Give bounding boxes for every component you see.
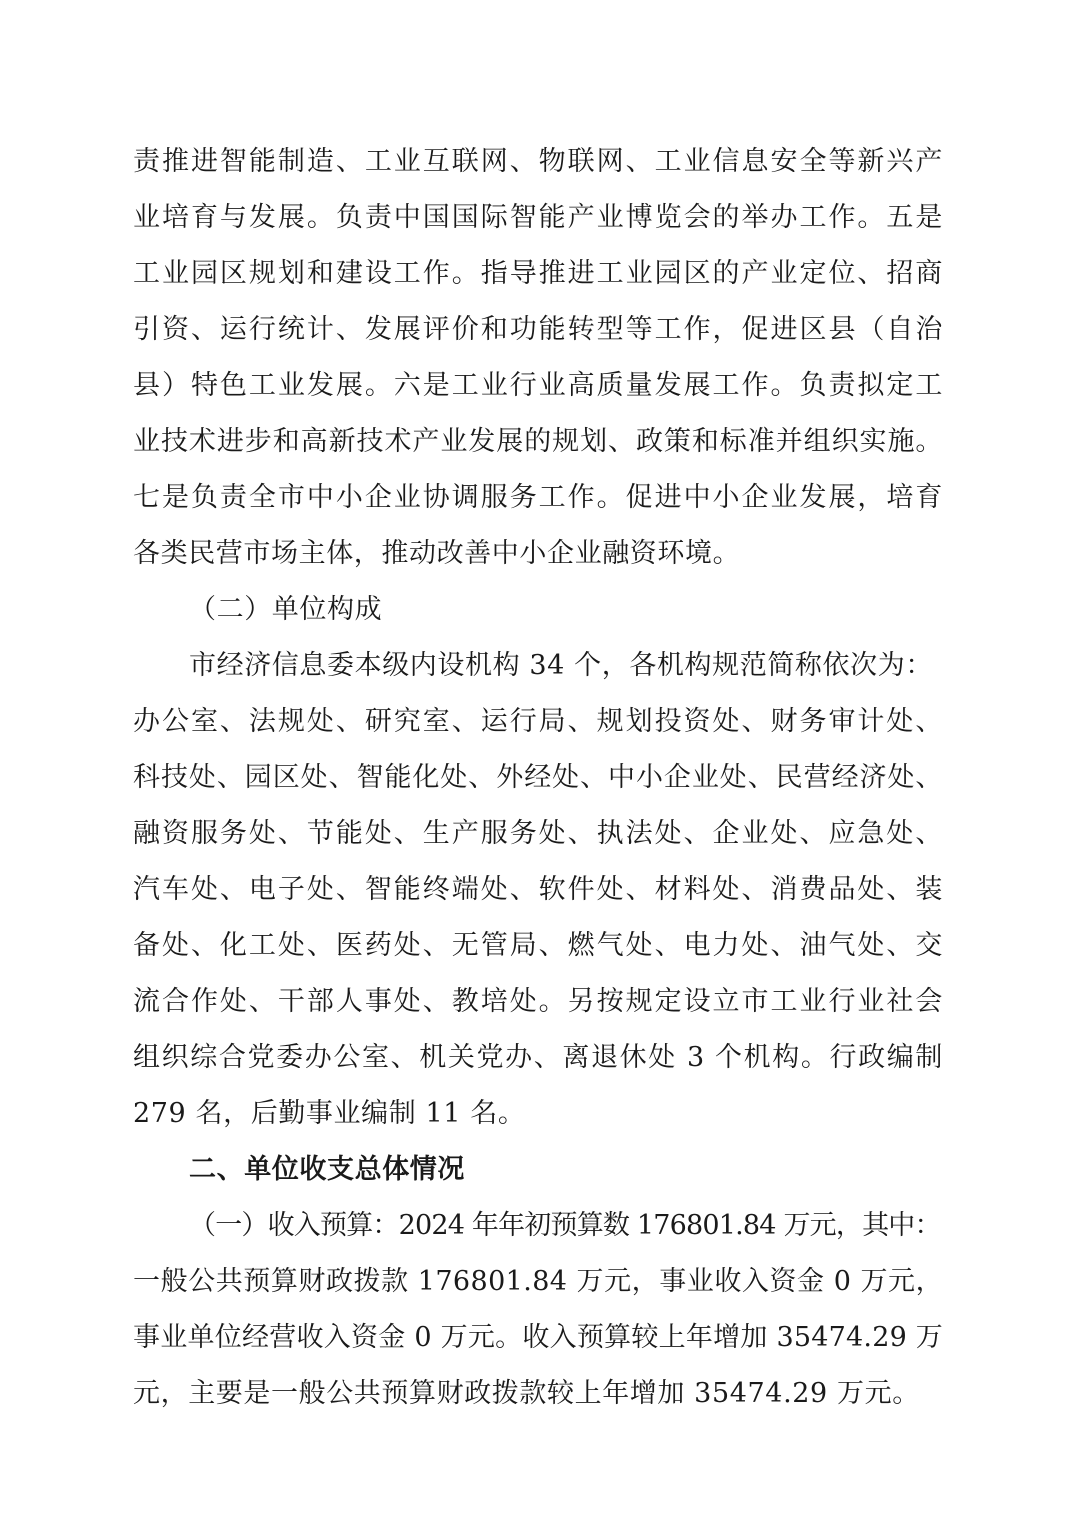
paragraph-line: 融资服务处、节能处、生产服务处、执法处、企业处、应急处、 [133, 818, 943, 849]
paragraph-line: 七是负责全市中小企业协调服务工作。促进中小企业发展，培育 [133, 482, 943, 513]
paragraph-line: 组织综合党委办公室、机关党办、离退休处 3 个机构。行政编制 [133, 1042, 943, 1073]
paragraph-line: 汽车处、电子处、智能终端处、软件处、材料处、消费品处、装 [133, 874, 943, 905]
paragraph-line: 科技处、园区处、智能化处、外经处、中小企业处、民营经济处、 [133, 762, 943, 793]
paragraph-line: 业培育与发展。负责中国国际智能产业博览会的举办工作。五是 [133, 202, 943, 233]
paragraph-line: 工业园区规划和建设工作。指导推进工业园区的产业定位、招商 [133, 258, 943, 289]
paragraph-line: 市经济信息委本级内设机构 34 个，各机构规范简称依次为： [189, 650, 933, 681]
paragraph-line: 元，主要是一般公共预算财政拨款较上年增加 35474.29 万元。 [133, 1378, 920, 1409]
paragraph-line: 流合作处、干部人事处、教培处。另按规定设立市工业行业社会 [133, 986, 943, 1017]
paragraph-line: 一般公共预算财政拨款 176801.84 万元，事业收入资金 0 万元， [133, 1266, 943, 1297]
chapter-heading: 二、单位收支总体情况 [189, 1154, 465, 1185]
paragraph-line: 责推进智能制造、工业互联网、物联网、工业信息安全等新兴产 [133, 146, 943, 177]
paragraph-line: 各类民营市场主体，推动改善中小企业融资环境。 [133, 538, 741, 569]
paragraph-line: 办公室、法规处、研究室、运行局、规划投资处、财务审计处、 [133, 706, 943, 737]
paragraph-line: 业技术进步和高新技术产业发展的规划、政策和标准并组织实施。 [133, 426, 943, 457]
paragraph-line: 县）特色工业发展。六是工业行业高质量发展工作。负责拟定工 [133, 370, 943, 401]
paragraph-line: 引资、运行统计、发展评价和功能转型等工作，促进区县（自治 [133, 314, 943, 345]
paragraph-line: 事业单位经营收入资金 0 万元。收入预算较上年增加 35474.29 万 [133, 1322, 943, 1353]
paragraph-line: （一）收入预算：2024 年年初预算数 176801.84 万元，其中： [189, 1210, 941, 1241]
paragraph-line: 279 名，后勤事业编制 11 名。 [133, 1098, 526, 1129]
section-heading: （二）单位构成 [189, 594, 383, 625]
paragraph-line: 备处、化工处、医药处、无管局、燃气处、电力处、油气处、交 [133, 930, 943, 961]
